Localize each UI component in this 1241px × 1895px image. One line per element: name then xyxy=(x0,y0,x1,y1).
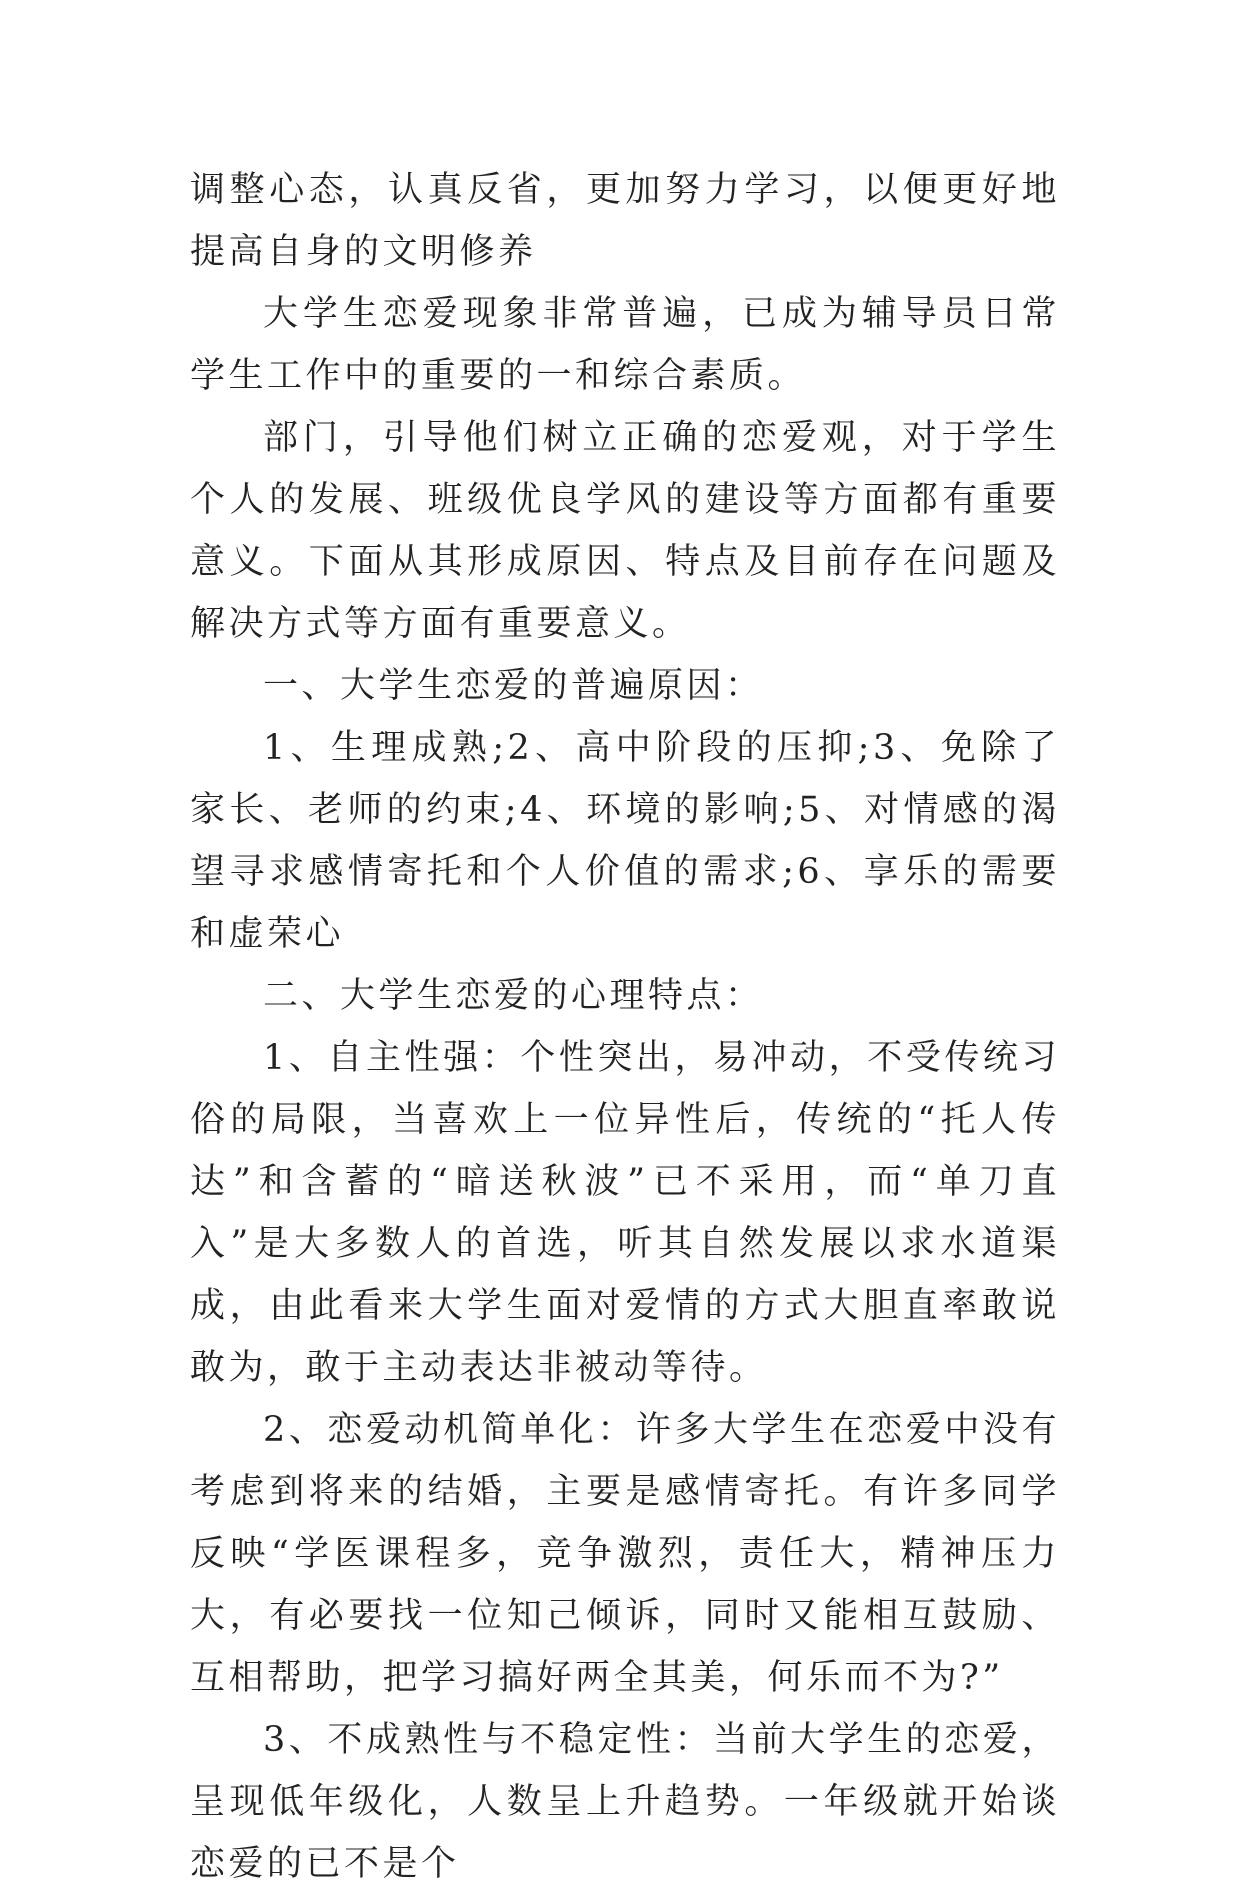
paragraph-continuation: 调整心态，认真反省，更加努力学习，以便更好地提高自身的文明修养 xyxy=(190,170,1060,272)
paragraph-reasons-list: 1、生理成熟;2、高中阶段的压抑;3、免除了家长、老师的约束;4、环境的影响;5、对情感的渴望寻求感情寄托和个人价值的需求;6、享乐的需要和虚荣心 xyxy=(190,728,1060,954)
document-body xyxy=(190,159,1060,1895)
paragraph-point-2: 2、恋爱动机简单化：许多大学生在恋爱中没有考虑到将来的结婚，主要是感情寄托。有许多同学反映“学医课程多，竞争激烈，责任大，精神压力大，有必要找一位知己倾诉，同时又能相互鼓励、互相帮助，把学习搞好两全其美，何乐而不为?” xyxy=(190,1410,1060,1698)
section-heading-psychology: 二、大学生恋爱的心理特点： xyxy=(263,976,764,1016)
section-heading-reasons: 一、大学生恋爱的普遍原因： xyxy=(263,666,764,706)
paragraph-point-1: 1、自主性强：个性突出，易冲动，不受传统习俗的局限，当喜欢上一位异性后，传统的“托人传达”和含蓄的“暗送秋波”已不采用，而“单刀直入”是大多数人的首选，听其自然发展以求水道渠成，由此看来大学生面对爱情的方式大胆直率敢说敢为，敢于主动表达非被动等待。 xyxy=(190,1038,1060,1388)
paragraph-point-3: 3、不成熟性与不稳定性：当前大学生的恋爱，呈现低年级化，人数呈上升趋势。一年级就开始谈恋爱的已不是个 xyxy=(190,1720,1060,1884)
paragraph-intro: 大学生恋爱现象非常普遍，已成为辅导员日常学生工作中的重要的一和综合素质。 xyxy=(190,294,1060,396)
paragraph-significance: 部门，引导他们树立正确的恋爱观，对于学生个人的发展、班级优良学风的建设等方面都有重要意义。下面从其形成原因、特点及目前存在问题及解决方式等方面有重要意义。 xyxy=(190,418,1060,644)
